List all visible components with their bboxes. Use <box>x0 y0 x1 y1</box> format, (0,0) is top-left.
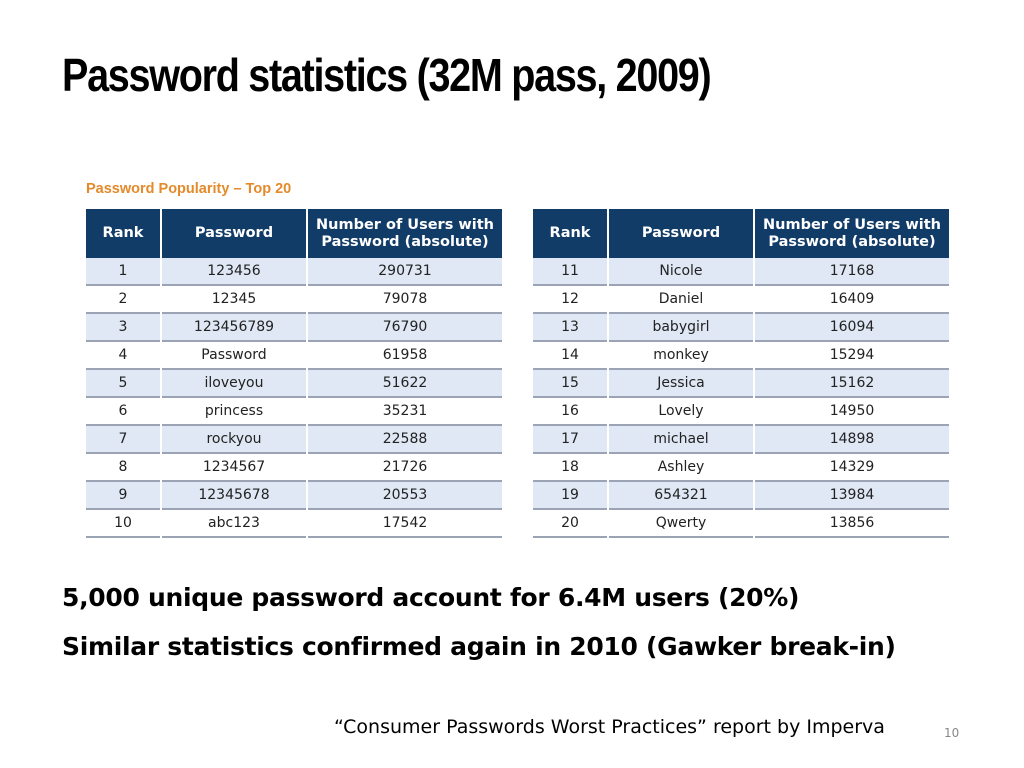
rank-cell: 13 <box>533 314 607 342</box>
password-cell: monkey <box>609 342 753 370</box>
table-caption: Password Popularity – Top 20 <box>86 181 292 197</box>
users-cell: 51622 <box>308 370 502 398</box>
table-row <box>533 398 949 426</box>
page-number: 10 <box>944 726 960 740</box>
password-cell: 123456 <box>162 258 306 286</box>
rank-cell: 11 <box>533 258 607 286</box>
users-cell: 14898 <box>755 426 949 454</box>
rank-cell: 16 <box>533 398 607 426</box>
table-row <box>86 482 502 510</box>
users-cell: 76790 <box>308 314 502 342</box>
table-row <box>533 370 949 398</box>
column-header-users: Number of Users with Password (absolute) <box>308 209 502 258</box>
password-cell: princess <box>162 398 306 426</box>
users-cell: 79078 <box>308 286 502 314</box>
rank-cell: 17 <box>533 426 607 454</box>
rank-cell: 5 <box>86 370 160 398</box>
users-cell: 14329 <box>755 454 949 482</box>
table-row <box>533 258 949 286</box>
table-row <box>533 286 949 314</box>
password-cell: rockyou <box>162 426 306 454</box>
rank-cell: 10 <box>86 510 160 538</box>
users-cell: 15294 <box>755 342 949 370</box>
column-header-password: Password <box>609 209 753 258</box>
rank-cell: 20 <box>533 510 607 538</box>
table-row <box>86 370 502 398</box>
password-cell: 12345 <box>162 286 306 314</box>
rank-cell: 8 <box>86 454 160 482</box>
table-header-row <box>533 209 949 258</box>
password-cell: 123456789 <box>162 314 306 342</box>
table-row <box>533 426 949 454</box>
rank-cell: 6 <box>86 398 160 426</box>
rank-cell: 3 <box>86 314 160 342</box>
password-cell: Lovely <box>609 398 753 426</box>
password-table-top-10 <box>84 209 504 538</box>
table-row <box>533 342 949 370</box>
bullet-unique-passwords: 5,000 unique password account for 6.4M users (20%) <box>62 583 800 612</box>
table-row <box>533 454 949 482</box>
table-row <box>533 482 949 510</box>
users-cell: 15162 <box>755 370 949 398</box>
table-row <box>86 258 502 286</box>
rank-cell: 14 <box>533 342 607 370</box>
users-cell: 20553 <box>308 482 502 510</box>
source-citation: “Consumer Passwords Worst Practices” report by Imperva <box>334 716 885 738</box>
password-cell: Qwerty <box>609 510 753 538</box>
rank-cell: 7 <box>86 426 160 454</box>
password-cell: 12345678 <box>162 482 306 510</box>
rank-cell: 1 <box>86 258 160 286</box>
users-cell: 16409 <box>755 286 949 314</box>
table-row <box>86 286 502 314</box>
password-table-top-11-20 <box>531 209 951 538</box>
column-header-rank: Rank <box>533 209 607 258</box>
users-cell: 21726 <box>308 454 502 482</box>
rank-cell: 18 <box>533 454 607 482</box>
password-cell: iloveyou <box>162 370 306 398</box>
users-cell: 16094 <box>755 314 949 342</box>
users-cell: 290731 <box>308 258 502 286</box>
table-row <box>86 454 502 482</box>
users-cell: 13984 <box>755 482 949 510</box>
users-cell: 17542 <box>308 510 502 538</box>
users-cell: 61958 <box>308 342 502 370</box>
rank-cell: 9 <box>86 482 160 510</box>
rank-cell: 2 <box>86 286 160 314</box>
column-header-rank: Rank <box>86 209 160 258</box>
table-row <box>86 342 502 370</box>
table-row <box>86 510 502 538</box>
table-header-row <box>86 209 502 258</box>
users-cell: 22588 <box>308 426 502 454</box>
password-cell: 654321 <box>609 482 753 510</box>
password-cell: abc123 <box>162 510 306 538</box>
password-cell: Daniel <box>609 286 753 314</box>
table-row <box>86 314 502 342</box>
password-cell: 1234567 <box>162 454 306 482</box>
password-cell: michael <box>609 426 753 454</box>
table-row <box>86 426 502 454</box>
column-header-password: Password <box>162 209 306 258</box>
rank-cell: 19 <box>533 482 607 510</box>
table-row <box>86 398 502 426</box>
bullet-gawker-confirmation: Similar statistics confirmed again in 2010 (Gawker break-in) <box>62 632 896 661</box>
password-cell: babygirl <box>609 314 753 342</box>
slide-title: Password statistics (32M pass, 2009) <box>62 49 711 101</box>
password-cell: Password <box>162 342 306 370</box>
password-cell: Ashley <box>609 454 753 482</box>
users-cell: 17168 <box>755 258 949 286</box>
password-cell: Jessica <box>609 370 753 398</box>
table-row <box>533 314 949 342</box>
table-row <box>533 510 949 538</box>
users-cell: 14950 <box>755 398 949 426</box>
rank-cell: 15 <box>533 370 607 398</box>
users-cell: 35231 <box>308 398 502 426</box>
column-header-users: Number of Users with Password (absolute) <box>755 209 949 258</box>
rank-cell: 4 <box>86 342 160 370</box>
rank-cell: 12 <box>533 286 607 314</box>
password-cell: Nicole <box>609 258 753 286</box>
users-cell: 13856 <box>755 510 949 538</box>
